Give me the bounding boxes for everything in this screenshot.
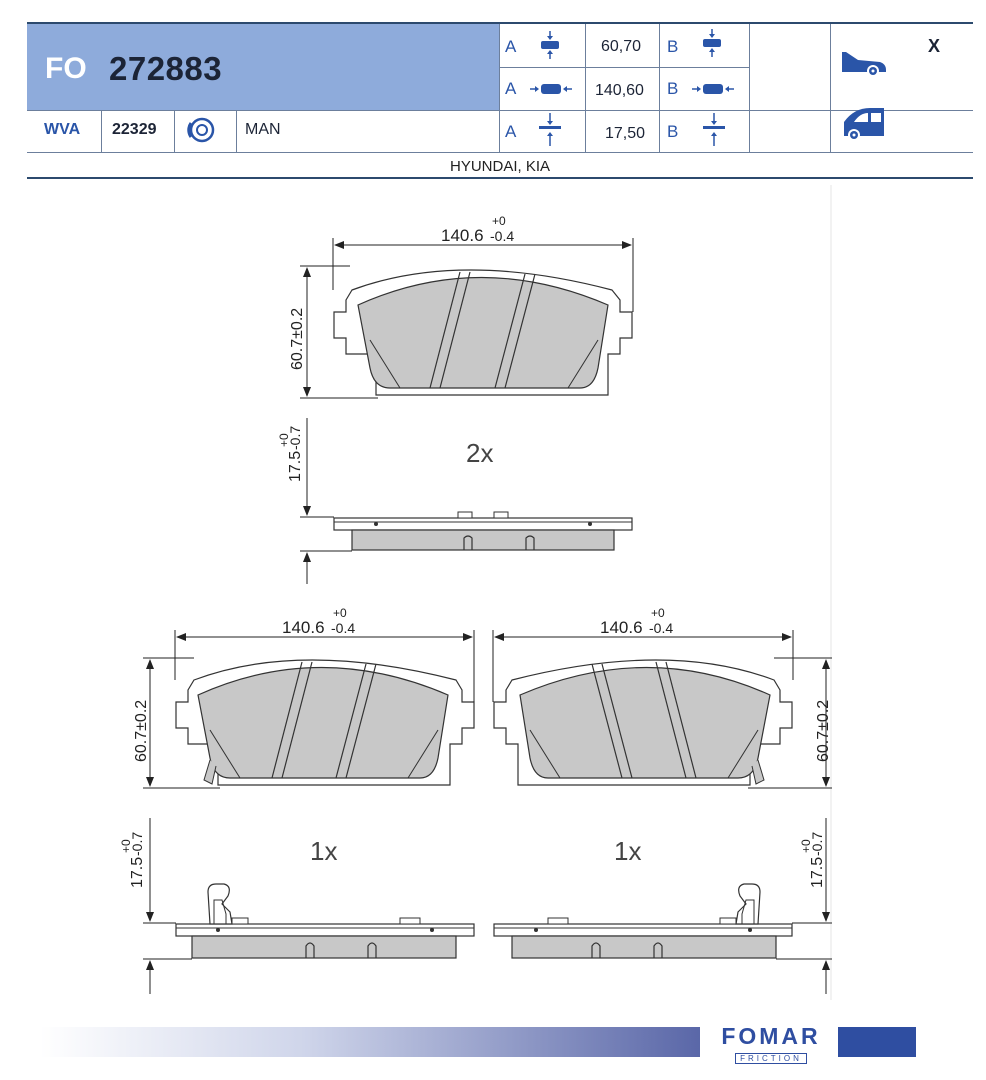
- height-label: 60.7±0.2: [815, 699, 832, 762]
- thickness-tol-plus: +0: [277, 433, 291, 447]
- dim-a-value: 60,70: [601, 38, 642, 55]
- front-axle-car-icon: [840, 38, 888, 83]
- width-tol-minus: -0.4: [649, 620, 674, 636]
- thickness-tol-plus: +0: [799, 839, 813, 853]
- quantity-right: 1x: [614, 836, 642, 866]
- height-dimension-icon: [697, 28, 727, 63]
- col-divider: [499, 24, 500, 152]
- thickness-dimension-icon: [537, 112, 563, 153]
- width-tol-minus: -0.4: [331, 620, 356, 636]
- col-divider: [585, 24, 586, 152]
- col-divider: [174, 110, 175, 152]
- col-divider: [659, 24, 660, 152]
- thickness-tol-minus: -0.7: [809, 831, 825, 856]
- brake-disc-icon: [187, 117, 217, 148]
- thickness-label: 17.5: [809, 856, 826, 888]
- brake-pad-drawing: [0, 180, 986, 1010]
- footer-blue-block: [838, 1027, 916, 1057]
- thickness-label: 17.5: [287, 450, 304, 482]
- rear-axle-car-icon: [840, 102, 888, 147]
- dim-b-label: B: [667, 122, 679, 141]
- dim-b-label: B: [667, 79, 679, 98]
- quantity-left: 1x: [310, 836, 338, 866]
- width-label: 140.6: [282, 618, 325, 637]
- logo-text: FOMAR: [721, 1023, 821, 1049]
- right-pad-side-view: [494, 884, 792, 958]
- width-tol-plus: +0: [333, 606, 347, 620]
- left-pad-front-view: [176, 660, 474, 785]
- col-divider: [830, 24, 831, 152]
- width-dimension-icon: [691, 79, 735, 104]
- width-tol-minus: -0.4: [490, 228, 515, 244]
- dim-a-label: A: [505, 79, 517, 98]
- thickness-tol-plus: +0: [119, 839, 133, 853]
- thickness-dimension-icon: [701, 112, 727, 153]
- col-divider: [101, 110, 102, 152]
- footer-gradient-bar: [40, 1027, 700, 1057]
- axle-mark: X: [928, 36, 941, 56]
- top-pad-front-view: [334, 270, 632, 395]
- vehicle-makes: HYUNDAI, KIA: [449, 158, 551, 175]
- thickness-label: 17.5: [129, 856, 146, 888]
- wva-label: WVA: [44, 121, 81, 138]
- quantity-top: 2x: [466, 438, 494, 468]
- thickness-tol-minus: -0.7: [129, 831, 145, 856]
- header-bottom-line: [27, 177, 973, 179]
- height-label: 60.7±0.2: [289, 307, 306, 370]
- manufacturer: MAN: [245, 121, 281, 138]
- row-divider: [499, 67, 749, 68]
- dim-a-label: A: [505, 37, 517, 56]
- top-pad-side-view: [334, 512, 632, 550]
- left-pad-side-view: [176, 884, 474, 958]
- row-divider: [27, 110, 830, 111]
- dim-a-value: 17,50: [605, 125, 646, 142]
- height-dimension-icon: [535, 30, 565, 65]
- col-divider: [236, 110, 237, 152]
- row-divider: [27, 152, 973, 153]
- col-divider: [749, 24, 750, 152]
- title-banner: [27, 24, 499, 110]
- thickness-tol-minus: -0.7: [287, 425, 303, 450]
- width-tol-plus: +0: [651, 606, 665, 620]
- width-tol-plus: +0: [492, 214, 506, 228]
- dim-b-label: B: [667, 37, 679, 56]
- width-label: 140.6: [441, 226, 484, 245]
- height-label: 60.7±0.2: [133, 699, 150, 762]
- dim-a-label: A: [505, 122, 517, 141]
- part-number: 272883: [109, 50, 223, 87]
- wva-number: 22329: [112, 121, 157, 138]
- logo-subtext: FRICTION: [735, 1053, 807, 1064]
- dim-a-value: 140,60: [595, 82, 644, 99]
- product-header: [27, 22, 973, 180]
- fomar-logo: [712, 1023, 830, 1063]
- brand-prefix: FO: [45, 52, 87, 85]
- right-pad-front-view: [494, 660, 792, 785]
- width-label: 140.6: [600, 618, 643, 637]
- width-dimension-icon: [529, 79, 573, 104]
